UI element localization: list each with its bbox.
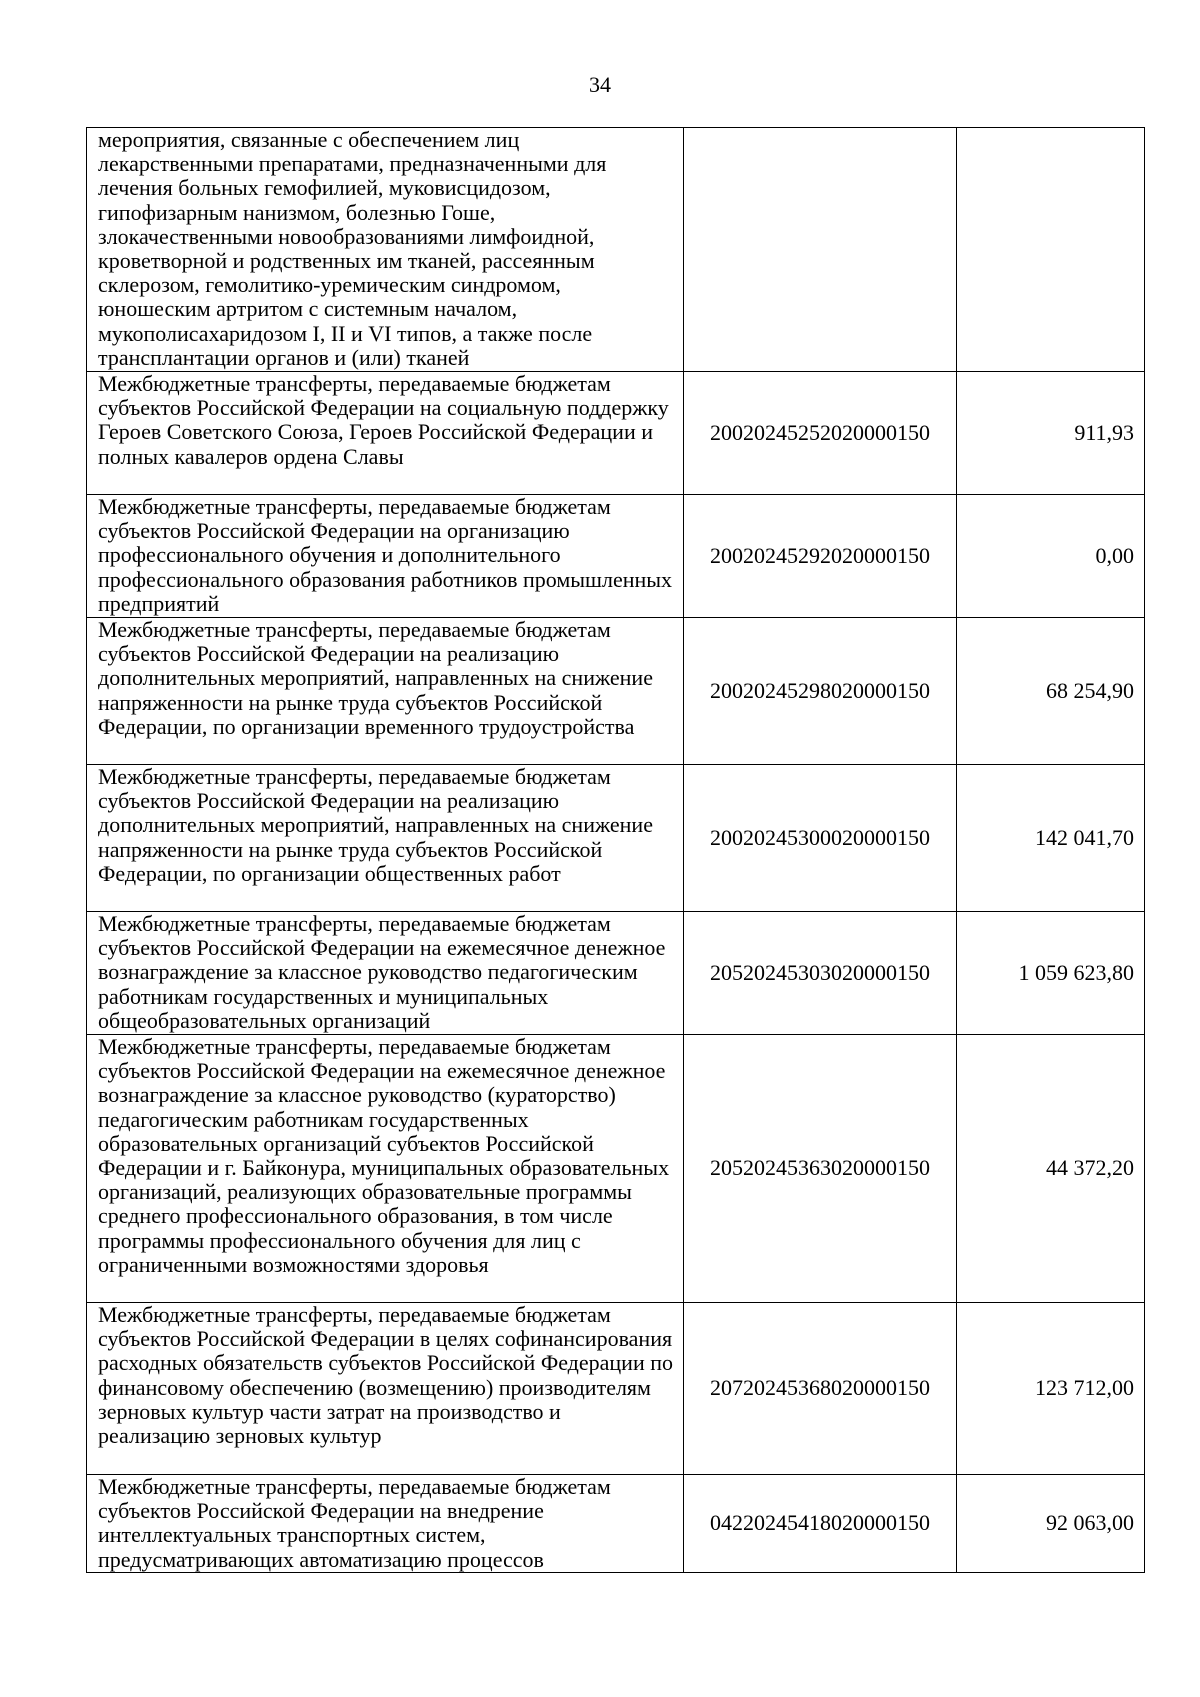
row-amount: 142 041,70 xyxy=(957,765,1145,912)
table-row xyxy=(87,1475,1145,1573)
row-code: 20020245300020000150 xyxy=(684,765,957,912)
row-description: Межбюджетные трансферты, передаваемые бюджетам субъектов Российской Федерации на ежемесячное денежное вознаграждение за классное руководство (кураторство) педагогическим работникам государственных образовательных организаций субъектов Российской Федерации и г. Байконура, муниципальных образовательных организаций, реализующих образовательные программы среднего профессионального образования, в том числе программы профессионального обучения для лиц с ограниченными возможностями здоровья xyxy=(87,1035,684,1303)
row-description: Межбюджетные трансферты, передаваемые бюджетам субъектов Российской Федерации на реализацию дополнительных мероприятий, направленных на снижение напряженности на рынке труда субъектов Российской Федерации, по организации временного трудоустройства xyxy=(87,618,684,765)
row-amount: 1 059 623,80 xyxy=(957,912,1145,1035)
row-code: 20520245363020000150 xyxy=(684,1035,957,1303)
row-code: 20020245298020000150 xyxy=(684,618,957,765)
row-description: Межбюджетные трансферты, передаваемые бюджетам субъектов Российской Федерации на организацию профессионального обучения и дополнительного профессионального образования работников промышленных предприятий xyxy=(87,495,684,618)
table-row xyxy=(87,128,1145,372)
row-description: Межбюджетные трансферты, передаваемые бюджетам субъектов Российской Федерации на реализацию дополнительных мероприятий, направленных на снижение напряженности на рынке труда субъектов Российской Федерации, по организации общественных работ xyxy=(87,765,684,912)
row-code xyxy=(684,128,957,372)
row-code: 20020245292020000150 xyxy=(684,495,957,618)
table-row xyxy=(87,1303,1145,1475)
row-code: 20020245252020000150 xyxy=(684,372,957,495)
row-amount: 44 372,20 xyxy=(957,1035,1145,1303)
table-row xyxy=(87,765,1145,912)
table-row xyxy=(87,1035,1145,1303)
budget-table xyxy=(86,127,1145,1573)
row-amount xyxy=(957,128,1145,372)
row-description: Межбюджетные трансферты, передаваемые бюджетам субъектов Российской Федерации на ежемесячное денежное вознаграждение за классное руководство педагогическим работникам государственных и муниципальных общеобразовательных организаций xyxy=(87,912,684,1035)
row-amount: 68 254,90 xyxy=(957,618,1145,765)
row-amount: 123 712,00 xyxy=(957,1303,1145,1475)
table-row xyxy=(87,372,1145,495)
table-row xyxy=(87,912,1145,1035)
row-code: 20520245303020000150 xyxy=(684,912,957,1035)
row-description: мероприятия, связанные с обеспечением лиц лекарственными препаратами, предназначенными для лечения больных гемофилией, муковисцидозом, гипофизарным нанизмом, болезнью Гоше, злокачественными новообразованиями лимфоидной, кроветворной и родственных им тканей, рассеянным склерозом, гемолитико-уремическим синдромом, юношеским артритом с системным началом, мукополисахаридозом I, II и VI типов, а также после трансплантации органов и (или) тканей xyxy=(87,128,684,372)
page-number: 34 xyxy=(589,72,611,97)
row-description: Межбюджетные трансферты, передаваемые бюджетам субъектов Российской Федерации на внедрение интеллектуальных транспортных систем, предусматривающих автоматизацию процессов xyxy=(87,1475,684,1573)
row-code: 20720245368020000150 xyxy=(684,1303,957,1475)
table-row xyxy=(87,495,1145,618)
row-amount: 92 063,00 xyxy=(957,1475,1145,1573)
row-amount: 0,00 xyxy=(957,495,1145,618)
row-amount: 911,93 xyxy=(957,372,1145,495)
table-row xyxy=(87,618,1145,765)
row-code: 04220245418020000150 xyxy=(684,1475,957,1573)
row-description: Межбюджетные трансферты, передаваемые бюджетам субъектов Российской Федерации на социальную поддержку Героев Советского Союза, Героев Российской Федерации и полных кавалеров ордена Славы xyxy=(87,372,684,495)
row-description: Межбюджетные трансферты, передаваемые бюджетам субъектов Российской Федерации в целях софинансирования расходных обязательств субъектов Российской Федерации по финансовому обеспечению (возмещению) производителям зерновых культур части затрат на производство и реализацию зерновых культур xyxy=(87,1303,684,1475)
